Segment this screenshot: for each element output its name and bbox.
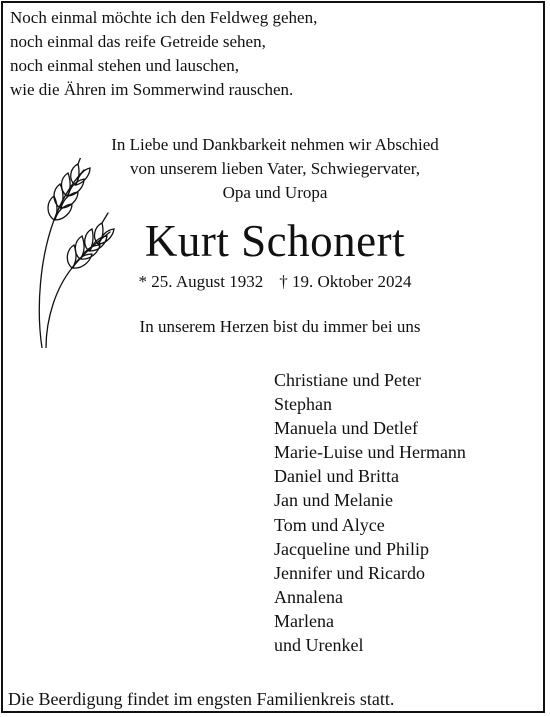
intro-line: In Liebe und Dankbarkeit nehmen wir Abschied (111, 135, 439, 154)
mourner: Manuela und Detlef (274, 418, 418, 439)
funeral-note: Die Beerdigung findet im engsten Familienkreis statt. (8, 689, 395, 709)
birth-date: * 25. August 1932 (138, 272, 264, 291)
poem-line: noch einmal stehen und lauschen, (10, 56, 239, 75)
mourner: Jan und Melanie (274, 490, 393, 511)
poem-line: noch einmal das reife Getreide sehen, (10, 32, 266, 51)
mourner: Stephan (274, 394, 332, 415)
memorial-quote: In unserem Herzen bist du immer bei uns (139, 317, 421, 336)
mourner: Jennifer und Ricardo (274, 562, 425, 583)
mourner: Marlena (274, 610, 334, 631)
mourner: Tom und Alyce (274, 514, 385, 535)
mourner: Daniel und Britta (274, 466, 399, 487)
mourner: und Urenkel (274, 635, 364, 656)
mourner: Annalena (274, 586, 343, 607)
poem-line: Noch einmal möchte ich den Feldweg gehen, (10, 8, 318, 27)
deceased-name: Kurt Schonert (144, 216, 406, 266)
mourner: Marie-Luise und Hermann (274, 442, 466, 463)
mourner: Jacqueline und Philip (274, 538, 429, 559)
poem (10, 6, 317, 102)
poem-line: wie die Ähren im Sommerwind rauschen. (10, 80, 294, 99)
intro-text (60, 133, 490, 205)
mourner: Christiane und Peter (274, 370, 421, 390)
intro-line: von unserem lieben Vater, Schwiegervater, (129, 159, 421, 178)
life-dates (60, 270, 490, 294)
death-date: † 19. Oktober 2024 (279, 272, 412, 291)
mourners-list (274, 368, 466, 657)
intro-line: Opa und Uropa (222, 183, 328, 202)
